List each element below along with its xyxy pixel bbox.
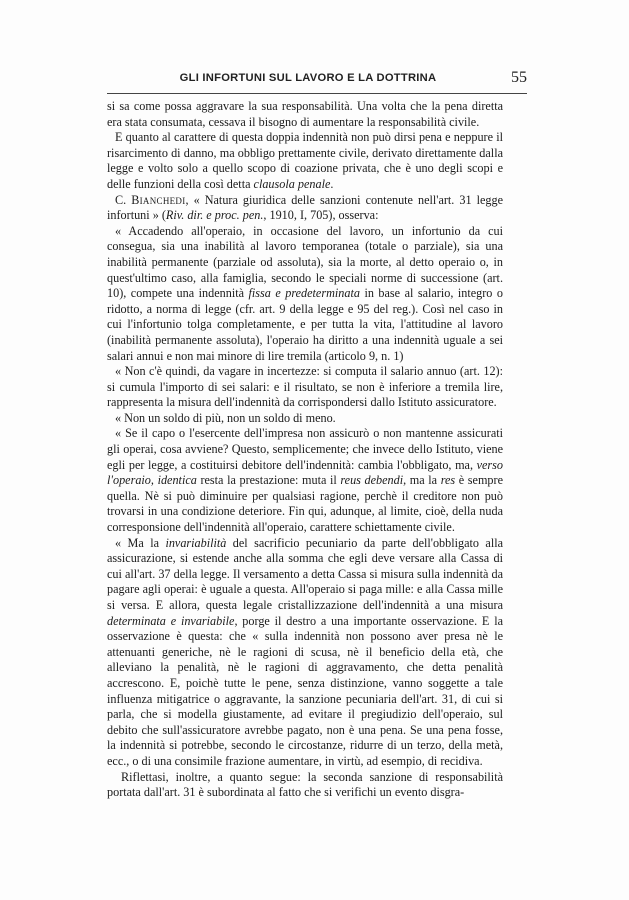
text-run: Riflettasi, inoltre, a quanto segue: la seconda sanzione di responsabilità portata dall'art. 31 è subordinata al fatto che si verifichi un evento disgra- [107,769,503,800]
italic-run: clausola penale [253,176,331,191]
text-run: è sempre quella. Nè si può diminuire per qualsiasi ragione, perchè il creditore non può trovarsi in una condizione deteriore. Fin qui, adunque, al limite, cioè, della nuda corresponsione dell'indennità all'operaio, carattere schiettamente civile. [107,473,503,535]
text-run: , porge il destro a una importante osservazione. E la osservazione è questa: che « sulla indennità non possono aver presa nè le attenuanti generiche, nè le ragioni di scusa, nè il beneficio della età, che alleviano la penalità, nè le ragioni di aggravamento, che detta penalità accrescono. E, poichè tutte le pene, senza distinzione, vanno soggette a tale influenza mitigatrice o aggravante, la sanzione pecuniaria dell'art. 31, di cui si parla, che si modella giustamente, ad evitare il pregiudizio dell'operaio, sul debito che sull'assicuratore avrebbe pagato, non è una pena. Se una pena fosse, la indennità si potrebbe, secondo le circostanze, ridurre di un terzo, della metà, ecc., o di una consimile frazione aumentare, in virtù, ad esempio, di recidiva. [107,613,503,768]
text-run: si sa come possa aggravare la sua responsabilità. Una volta che la pena diretta era stata consumata, cessava il bisogno di aumentare la responsabilità civile. [107,99,503,129]
text-run: in base al salario, integro o ridotto, a norma di legge (cfr. art. 9 della legge e 95 del reg.). Così nel caso in cui l'infortunio tolga completamente, e per tutta la vita, l'attitudine al lavoro (inabilità permanente assoluta), l'operaio ha diritto a una indennità uguale a sei salari annui e non mai minore di lire tremila (articolo 9, n. 1) [107,286,503,363]
header-rule [107,93,527,94]
running-header [107,69,527,90]
paragraph-p3 [107,193,503,224]
italic-run: determinata e invariabile [107,613,235,628]
italic-run: invariabilità [165,535,227,550]
text-run: « Non un soldo di più, non un soldo di meno. [115,410,336,425]
paragraph-p8 [107,536,503,770]
text-run: , ma la [403,473,441,488]
text-run: del sacrificio pecuniario da parte dell'obbligato alla assicurazione, si estende anche alla somma che egli deve versare alla Cassa di cui all'art. 37 della legge. Il versamento a detta Cassa si misura sulla indennità da pagare agli operai: è uguale a questa. All'operaio si paga mille: e alla Cassa mille si versa. E allora, questa legale cristallizzazione dell'indennità a una misura [107,535,504,612]
paragraph-p2 [107,130,503,192]
italic-run: res [440,473,456,488]
author-name: Bianchedi [131,192,186,207]
paragraph-p1 [107,99,503,130]
paragraph-p4 [107,224,503,364]
paragraph-p6 [107,411,503,427]
text-run: « Non c'è quindi, da vagare in incertezze: si computa il salario annuo (art. 12): si cumula l'importo di sei salari: e il risultato, se non è inferiore a tremila lire, rappresenta la misura dell'indennità da corrispondersi dallo Istituto assicuratore. [107,364,503,410]
text-run: « Ma la [115,535,166,550]
text-run: E quanto al carattere di questa doppia indennità non può dirsi pena e neppure il risarcimento di danno, ma obbligo prettamente civile, derivato direttamente dalla legge e volto solo a quello scopo di coazione privata, che è uno degli scopi e delle funzioni della così detta [107,130,503,191]
text-run: resta la prestazione: muta il [196,473,341,488]
paragraph-p9 [107,770,503,801]
text-run: , 1910, I, 705), osserva: [263,208,379,223]
page-number: 55 [511,69,527,86]
text-run: , « Natura giuridica delle sanzioni contenute nell'art. 31 legge infortuni » ( [107,192,503,223]
italic-run: fissa e predeterminata [248,286,360,301]
paragraph-p7 [107,426,503,535]
running-title: GLI INFORTUNI SUL LAVORO E LA DOTTRINA [179,72,437,84]
text-run: « Accadendo all'operaio, in occasione del lavoro, un infortunio da cui consegua, sia una inabilità al lavoro temporanea (totale o parziale), sia una inabilità permanente (parziale od assoluta), sia la morte, al detto operaio o, in quest'ultimo caso, alla famiglia, secondo le speciali norme di successione (art. 10), compete una indennità [107,223,503,301]
italic-run: Riv. dir. e proc. pen. [165,208,264,223]
italic-run: verso l'operaio, identica [107,457,503,488]
body-text [107,99,503,801]
text-run: . [330,176,334,191]
text-run: C. [115,192,132,207]
paragraph-p5 [107,364,503,411]
text-run: « Se il capo o l'esercente dell'impresa non assicurò o non mantenne assicurati gli operai, cosa avviene? Questo, semplicemente; che invece dello Istituto, viene egli per legge, a costituirsi debitore dell'indennità: cambia l'obbligato, ma, [107,426,503,472]
italic-run: reus debendi [340,473,404,488]
